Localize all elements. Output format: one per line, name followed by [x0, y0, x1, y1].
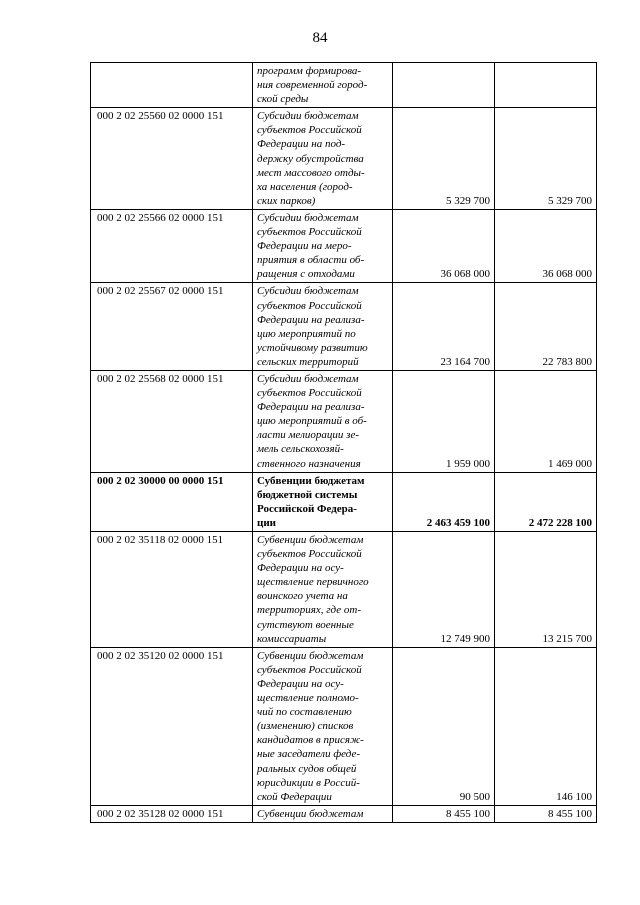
amount-year-2-cell: 13 215 700 — [495, 532, 597, 648]
revenue-name-cell — [253, 209, 393, 282]
budget-table — [90, 62, 597, 823]
revenue-name-line: бюджетной системы — [257, 488, 358, 501]
table-row — [91, 283, 597, 371]
budget-code-cell: 000 2 02 25568 02 0000 151 — [91, 370, 253, 472]
revenue-name-line: ществление полномо- — [257, 692, 359, 705]
revenue-name-line: юрисдикции в Россий- — [257, 776, 360, 789]
revenue-name-line: субъектов Российской — [257, 548, 362, 561]
revenue-name-line: Субсидии бюджетам — [257, 372, 359, 385]
revenue-name-line: Федерации на реализа- — [257, 401, 365, 414]
amount-year-1-cell: 23 164 700 — [393, 283, 495, 371]
table-row — [91, 63, 597, 108]
amount-year-2-cell: 36 068 000 — [495, 209, 597, 282]
revenue-name-line: ской Федерации — [257, 790, 332, 803]
budget-code-cell: 000 2 02 25560 02 0000 151 — [91, 108, 253, 210]
budget-code-cell: 000 2 02 35128 02 0000 151 — [91, 805, 253, 822]
revenue-name-line: ральных судов общей — [257, 762, 357, 775]
revenue-name-cell — [253, 370, 393, 472]
revenue-name-line: Федерации на под- — [257, 138, 346, 151]
budget-code-cell: 000 2 02 25567 02 0000 151 — [91, 283, 253, 371]
revenue-name-line: субъектов Российской — [257, 124, 362, 137]
revenue-name-cell — [253, 108, 393, 210]
budget-code-cell: 000 2 02 30000 00 0000 151 — [91, 472, 253, 531]
revenue-name-line: держку обустройства — [257, 152, 364, 165]
amount-year-2-cell: 1 469 000 — [495, 370, 597, 472]
amount-year-1-cell: 90 500 — [393, 647, 495, 805]
revenue-name-line: сельских территорий — [257, 355, 359, 368]
revenue-name-cell — [253, 532, 393, 648]
table-row — [91, 472, 597, 531]
amount-year-1-cell — [393, 63, 495, 108]
amount-year-2-cell — [495, 63, 597, 108]
revenue-name-line: комиссариаты — [257, 632, 327, 645]
revenue-name-cell — [253, 805, 393, 822]
revenue-name-line: сутствуют военные — [257, 618, 354, 631]
amount-year-1-cell: 2 463 459 100 — [393, 472, 495, 531]
amount-year-1-cell: 36 068 000 — [393, 209, 495, 282]
amount-year-2-cell: 22 783 800 — [495, 283, 597, 371]
table-row — [91, 647, 597, 805]
revenue-name-line: мест массового отды- — [257, 166, 365, 179]
table-row — [91, 108, 597, 210]
revenue-name-line: цию мероприятий в об- — [257, 415, 367, 428]
revenue-name-line: Субсидии бюджетам — [257, 110, 359, 123]
revenue-name-line: мель сельскохозяй- — [257, 443, 344, 456]
revenue-name-line: Субвенции бюджетам — [257, 534, 364, 546]
revenue-name-line: чий по составлению — [257, 706, 352, 719]
revenue-name-line: ные заседатели феде- — [257, 748, 361, 761]
revenue-name-line: ской среды — [257, 93, 309, 106]
revenue-name-line: Федерации на реализа- — [257, 313, 365, 326]
revenue-name-line: территориях, где от- — [257, 604, 361, 617]
revenue-name-line: ласти мелиорации зе- — [257, 429, 360, 442]
revenue-name-line: субъектов Российской — [257, 299, 362, 312]
amount-year-1-cell: 5 329 700 — [393, 108, 495, 210]
revenue-name-line: Субсидии бюджетам — [257, 211, 359, 224]
budget-code-cell — [91, 63, 253, 108]
revenue-name-line: воинского учета на — [257, 590, 348, 603]
table-row — [91, 805, 597, 822]
table-row — [91, 532, 597, 648]
revenue-name-line: приятия в области об- — [257, 254, 365, 267]
revenue-name-line: кандидатов в присяж- — [257, 734, 364, 747]
budget-table-body — [91, 63, 597, 823]
revenue-name-line: ственного назначения — [257, 457, 361, 470]
revenue-name-line: субъектов Российской — [257, 663, 362, 676]
revenue-name-line: субъектов Российской — [257, 387, 362, 400]
revenue-name-line: Российской Федера- — [257, 502, 357, 515]
revenue-name-line: устойчивому развитию — [257, 341, 368, 354]
amount-year-1-cell: 1 959 000 — [393, 370, 495, 472]
revenue-name-line: Федерации на меро- — [257, 240, 352, 253]
revenue-name-line: Субвенции бюджетам — [257, 649, 364, 662]
revenue-name-line: ских парков) — [257, 194, 316, 207]
revenue-name-line: ха населения (город- — [257, 180, 353, 193]
revenue-name-line: субъектов Российской — [257, 226, 362, 239]
budget-code-cell: 000 2 02 35120 02 0000 151 — [91, 647, 253, 805]
budget-code-cell: 000 2 02 25566 02 0000 151 — [91, 209, 253, 282]
revenue-name-line: цию мероприятий по — [257, 327, 356, 340]
revenue-name-line: ния современной город- — [257, 79, 368, 92]
revenue-name-line: Субвенции бюджетам — [257, 474, 365, 487]
table-row — [91, 209, 597, 282]
revenue-name-line: ращения с отходами — [257, 268, 355, 281]
amount-year-1-cell: 12 749 900 — [393, 532, 495, 648]
budget-code-cell: 000 2 02 35118 02 0000 151 — [91, 532, 253, 648]
revenue-name-line: Субсидии бюджетам — [257, 285, 359, 298]
revenue-name-cell — [253, 647, 393, 805]
amount-year-1-cell: 8 455 100 — [393, 805, 495, 822]
revenue-name-line: Субвенции бюджетам — [257, 807, 364, 820]
page-number: 84 — [312, 30, 328, 46]
revenue-name-line: ществление первичного — [257, 576, 369, 589]
amount-year-2-cell: 146 100 — [495, 647, 597, 805]
revenue-name-line: ции — [257, 516, 277, 529]
revenue-name-line: Федерации на осу- — [257, 562, 344, 575]
revenue-name-cell — [253, 472, 393, 531]
amount-year-2-cell: 2 472 228 100 — [495, 472, 597, 531]
amount-year-2-cell: 5 329 700 — [495, 108, 597, 210]
amount-year-2-cell: 8 455 100 — [495, 805, 597, 822]
table-row — [91, 370, 597, 472]
revenue-name-line: (изменению) списков — [257, 720, 354, 733]
revenue-name-line: Федерации на осу- — [257, 677, 344, 690]
revenue-name-cell — [253, 63, 393, 108]
revenue-name-line: программ формирова- — [257, 65, 362, 77]
revenue-name-cell — [253, 283, 393, 371]
